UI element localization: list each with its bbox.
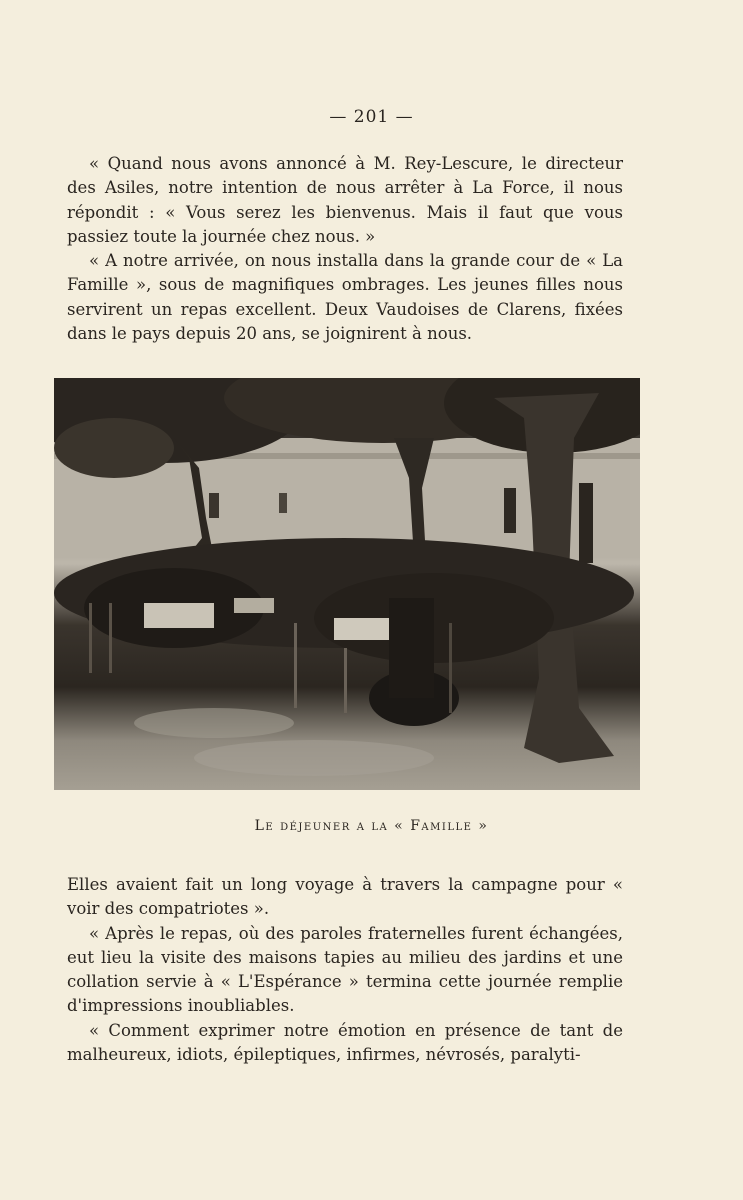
- photo-caption: Le déjeuner a la « Famille »: [254, 818, 489, 834]
- page-number: — 201 —: [329, 107, 414, 127]
- paragraph-5: « Comment exprimer notre émotion en présence de tant de malheureux, idiots, épileptiques, infirmes, névrosés, paralyti-: [67, 1020, 623, 1065]
- text-block-bottom: [67, 873, 623, 1067]
- paragraph-4: « Après le repas, où des paroles fraternelles furent échangées, eut lieu la visite des maisons tapies au milieu des jardins et une collation servie à « L'Espérance » termina cette journée remplie d'impressions inoubliables.: [67, 923, 623, 1016]
- paragraph-2: « A notre arrivée, on nous installa dans la grande cour de « La Famille », sous de magnifiques ombrages. Les jeunes filles nous servirent un repas excellent. Deux Vaudoises de Clarens, fixées dans le pays depuis 20 ans, se joignirent à nous.: [67, 251, 623, 344]
- photo-lunch-courtyard: [54, 378, 640, 790]
- paragraph-3: Elles avaient fait un long voyage à travers la campagne pour « voir des compatriotes ».: [67, 875, 623, 919]
- paragraph-1: « Quand nous avons annoncé à M. Rey-Lescure, le directeur des Asiles, notre intention de nous arrêter à La Force, il nous répondit : « Vous serez les bienvenus. Mais il faut que vous passiez toute la journée chez nous. »: [67, 154, 623, 246]
- text-block-top: [67, 152, 623, 346]
